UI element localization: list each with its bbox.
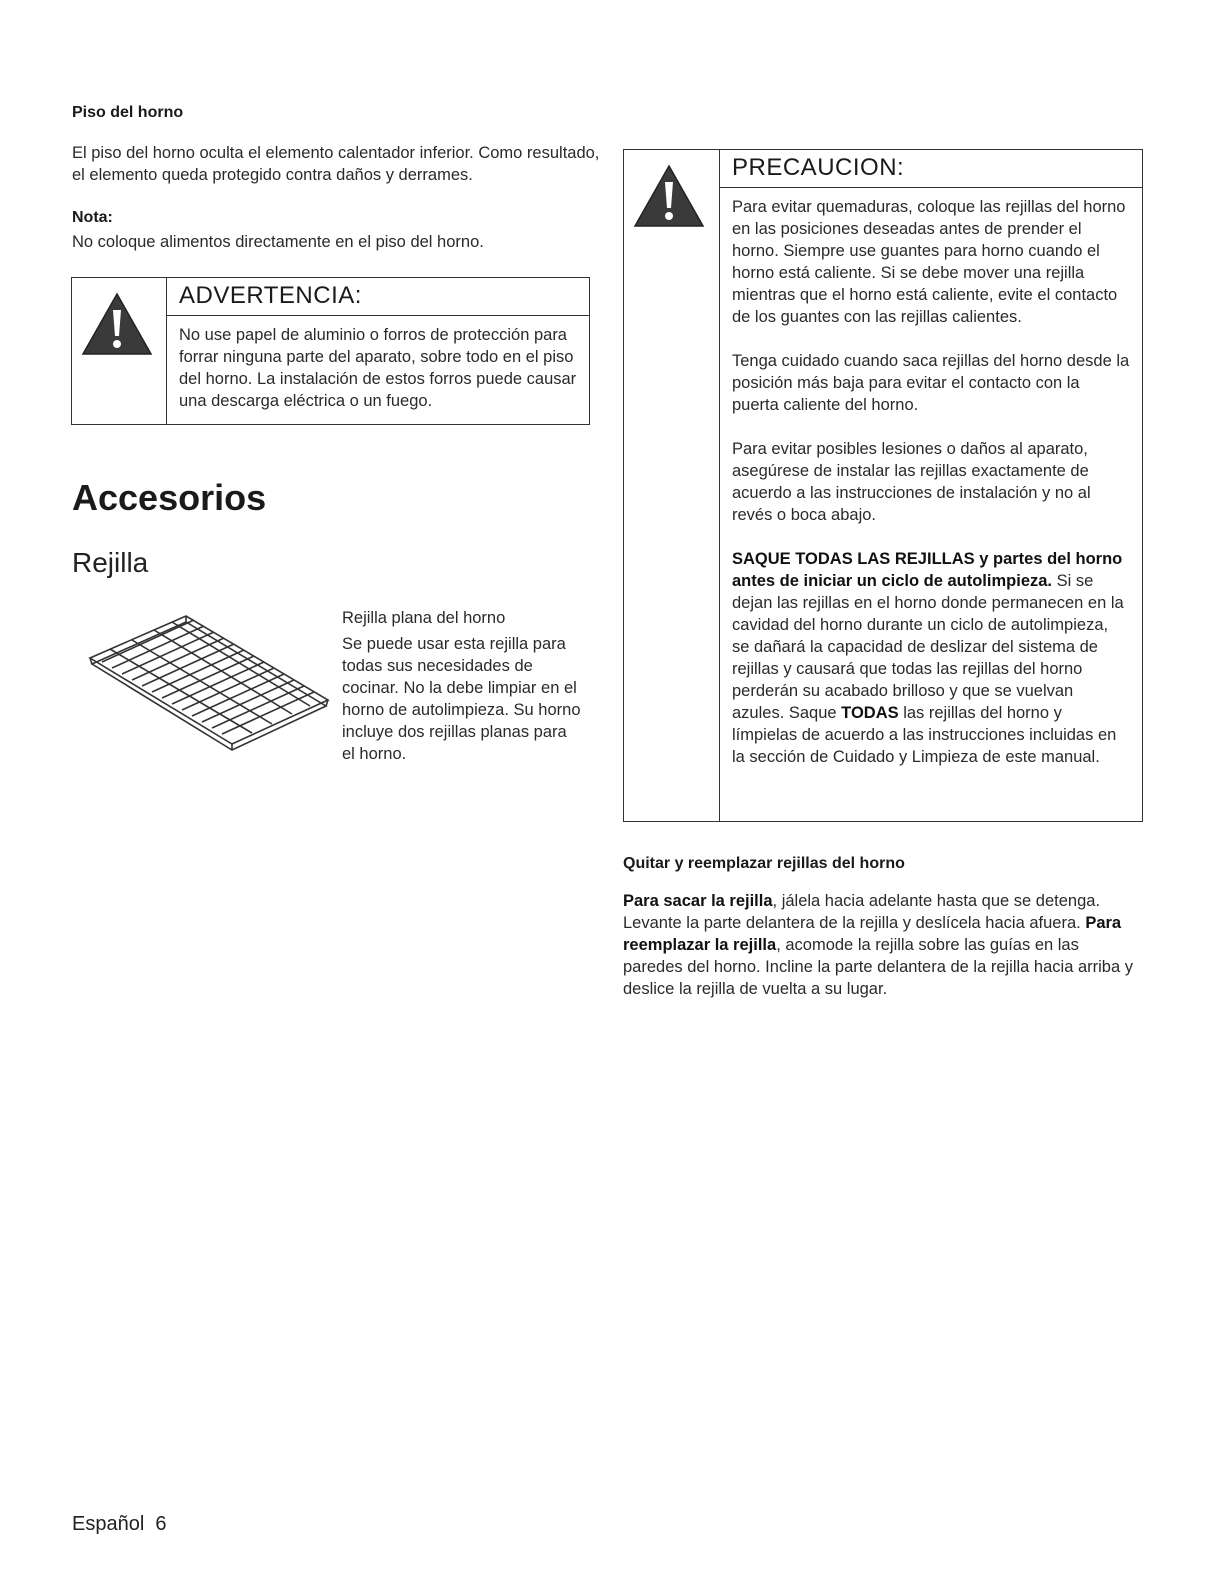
- note-label: Nota:: [72, 209, 113, 226]
- caution-icon-cell: [624, 150, 720, 821]
- warning-title: ADVERTENCIA:: [167, 278, 589, 316]
- floor-text: El piso del horno oculta el elemento calentador inferior. Como resultado, el elemento queda protegido contra daños y derrames.: [72, 144, 600, 184]
- caution-paragraph-1: Para evitar quemaduras, coloque las rejillas del horno en las posiciones deseadas antes de prender el horno. Siempre use guantes para horno cuando el horno está caliente. Si se debe mover una rejilla mientras que el horno está caliente, evite el contacto de los guantes con las rejillas calientes.: [732, 198, 1126, 326]
- caution-text: [720, 188, 1142, 774]
- warning-box: [71, 277, 590, 425]
- warning-icon-cell: [72, 278, 167, 424]
- caution-paragraph-4-text-a: Si se dejan las rejillas en el horno donde permanecen en la cavidad del horno durante un ciclo de autolimpieza, se dañará la capacidad de deslizar del sistema de rejillas y causará que todas las rejillas del horno perderán su acabado brilloso y que se vuelvan azules. Saque: [732, 572, 1124, 722]
- note-text: No coloque alimentos directamente en el piso del horno.: [72, 233, 484, 251]
- replace-text: , acomode la rejilla sobre las guías en las paredes del horno. Incline la parte delantera de la rejilla hacia arriba y deslice la rejilla de vuelta a su lugar.: [623, 936, 1133, 998]
- remove-text: , jálela hacia adelante hasta que se detenga. Levante la parte delantera de la rejilla y deslícela hacia afuera.: [623, 892, 1101, 932]
- caution-paragraph-4-bold-todas: TODAS: [841, 704, 899, 722]
- caution-paragraph-4: [732, 548, 1130, 768]
- floor-heading: Piso del horno: [72, 104, 184, 121]
- caution-paragraph-4-bold: SAQUE TODAS LAS REJILLAS y partes del horno antes de iniciar un ciclo de autolimpieza.: [732, 550, 1123, 590]
- warning-text: No use papel de aluminio o forros de protección para forrar ninguna parte del aparato, sobre todo en el piso del horno. La instalación de estos forros puede causar una descarga eléctrica o un fuego.: [179, 326, 577, 410]
- rack-title: Rejilla: [72, 547, 149, 578]
- remove-bold: Para sacar la rejilla: [623, 892, 773, 910]
- replace-bold: Para reemplazar la rejilla: [623, 914, 1122, 954]
- oven-rack-image: [84, 612, 334, 762]
- accessories-title: Accesorios: [72, 477, 267, 518]
- caution-box: [623, 149, 1143, 822]
- remove-paragraph: [623, 890, 1143, 1000]
- caution-paragraph-2: Tenga cuidado cuando saca rejillas del horno desde la posición más baja para evitar el contacto con la puerta caliente del horno.: [732, 352, 1130, 414]
- warning-triangle-icon: [81, 292, 153, 356]
- caution-paragraph-4-text-b: las rejillas del horno y límpielas de acuerdo a las instrucciones incluidas en la sección de Cuidado y Limpieza de este manual.: [732, 704, 1117, 766]
- rack-caption: Rejilla plana del horno: [342, 609, 506, 627]
- rack-description: Se puede usar esta rejilla para todas sus necesidades de cocinar. No la debe limpiar en el horno de autolimpieza. Su horno incluye dos rejillas planas para el horno.: [342, 635, 581, 763]
- page-number: Español 6: [72, 1513, 167, 1535]
- caution-title: PRECAUCION:: [720, 150, 1142, 188]
- remove-heading: Quitar y reemplazar rejillas del horno: [623, 855, 905, 872]
- warning-triangle-icon: [633, 164, 705, 228]
- caution-paragraph-3: Para evitar posibles lesiones o daños al aparato, asegúrese de instalar las rejillas exactamente de acuerdo a las instrucciones de instalación y no al revés o boca abajo.: [732, 440, 1091, 524]
